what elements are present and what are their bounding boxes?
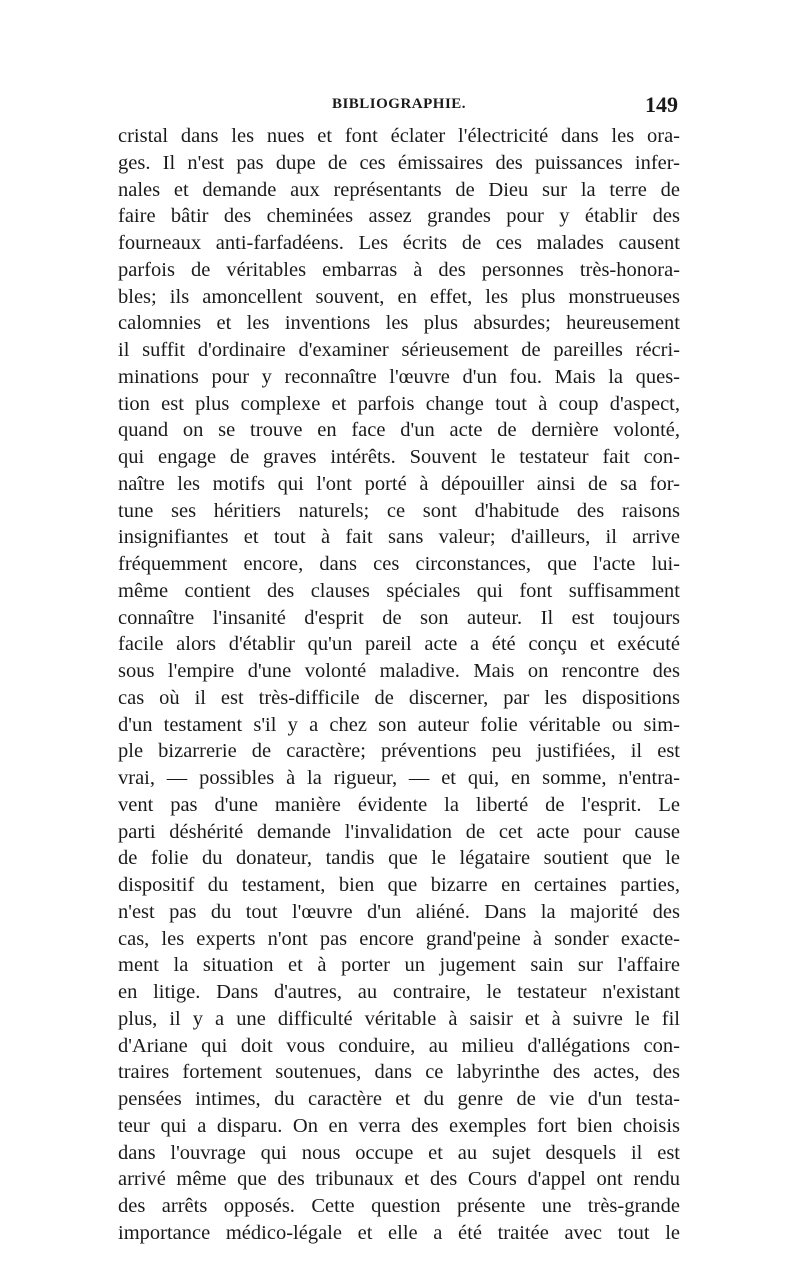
text-line: cas, les experts n'ont pas encore grand'peine à sonder exacte- (118, 927, 680, 950)
text-line: ple bizarrerie de caractère; préventions peu justifiées, il est (118, 740, 680, 763)
text-line: dispositif du testament, bien que bizarre en certaines parties, (118, 874, 680, 896)
text-line: dans l'ouvrage qui nous occupe et au sujet desquels il est (118, 1141, 680, 1164)
text-line: ges. Il n'est pas dupe de ces émissaires des puissances infer- (118, 151, 680, 174)
text-line: fourneaux anti-farfadéens. Les écrits de ces malades causent (118, 232, 680, 254)
text-line: calomnies et les inventions les plus absurdes; heureusement (118, 312, 680, 335)
text-line: pensées intimes, du caractère et du genre de vie d'un testa- (118, 1088, 680, 1110)
text-line: en litige. Dans d'autres, au contraire, le testateur n'existant (118, 981, 680, 1003)
text-line: fréquemment encore, dans ces circonstances, que l'acte lui- (118, 553, 680, 575)
text-line: parfois de véritables embarras à des personnes très-honora- (118, 258, 680, 281)
text-line: même contient des clauses spéciales qui font suffisamment (118, 579, 680, 602)
text-line: traires fortement soutenues, dans ce labyrinthe des actes, des (118, 1061, 680, 1084)
body-text (118, 123, 680, 1247)
text-line: importance médico-légale et elle a été traitée avec tout le (118, 1221, 680, 1244)
text-line: faire bâtir des cheminées assez grandes pour y établir des (118, 205, 680, 228)
text-line: tion est plus complexe et parfois change tout à coup d'aspect, (118, 392, 680, 415)
text-line: parti déshérité demande l'invalidation de cet acte pour cause (118, 820, 680, 843)
text-line: bles; ils amoncellent souvent, en effet, les plus monstrueuses (118, 285, 680, 308)
text-line: insignifiantes et tout à fait sans valeur; d'ailleurs, il arrive (118, 526, 680, 549)
text-line: ment la situation et à porter un jugement sain sur l'affaire (118, 954, 680, 977)
text-line: d'un testament s'il y a chez son auteur folie véritable ou sim- (118, 713, 680, 736)
text-line: d'Ariane qui doit vous conduire, au milieu d'allégations con- (118, 1034, 680, 1057)
page-number: 149 (645, 92, 678, 117)
text-line: plus, il y a une difficulté véritable à saisir et à suivre le fil (118, 1007, 680, 1030)
text-line: minations pour y reconnaître l'œuvre d'un fou. Mais la ques- (118, 365, 680, 388)
text-line: teur qui a disparu. On en verra des exemples fort bien choisis (118, 1114, 680, 1137)
text-line: tune ses héritiers naturels; ce sont d'habitude des raisons (118, 499, 680, 522)
text-line: arrivé même que des tribunaux et des Cours d'appel ont rendu (118, 1168, 680, 1191)
text-line: naître les motifs qui l'ont porté à dépouiller ainsi de sa for- (118, 472, 680, 495)
text-line: quand on se trouve en face d'un acte de dernière volonté, (118, 419, 680, 442)
text-line: n'est pas du tout l'œuvre d'un aliéné. Dans la majorité des (118, 900, 680, 923)
text-line: sous l'empire d'une volonté maladive. Mais on rencontre des (118, 660, 680, 682)
text-line: vrai, — possibles à la rigueur, — et qui, en somme, n'entra- (118, 767, 680, 789)
text-line: nales et demande aux représentants de Dieu sur la terre de (118, 178, 680, 201)
running-title: BIBLIOGRAPHIE. (331, 96, 467, 112)
text-line: de folie du donateur, tandis que le légataire soutient que le (118, 847, 680, 870)
text-line: cas où il est très-difficile de discerner, par les dispositions (118, 686, 680, 709)
text-line: vent pas d'une manière évidente la liberté de l'esprit. Le (118, 793, 680, 816)
running-head (118, 94, 680, 118)
text-line: il suffit d'ordinaire d'examiner sérieusement de pareilles récri- (118, 339, 680, 361)
text-line: des arrêts opposés. Cette question présente une très-grande (118, 1195, 680, 1217)
text-line: facile alors d'établir qu'un pareil acte a été conçu et exécuté (118, 633, 680, 656)
text-line: connaître l'insanité d'esprit de son auteur. Il est toujours (118, 606, 680, 629)
text-line: cristal dans les nues et font éclater l'électricité dans les ora- (118, 125, 680, 147)
text-line: qui engage de graves intérêts. Souvent le testateur fait con- (118, 446, 680, 468)
